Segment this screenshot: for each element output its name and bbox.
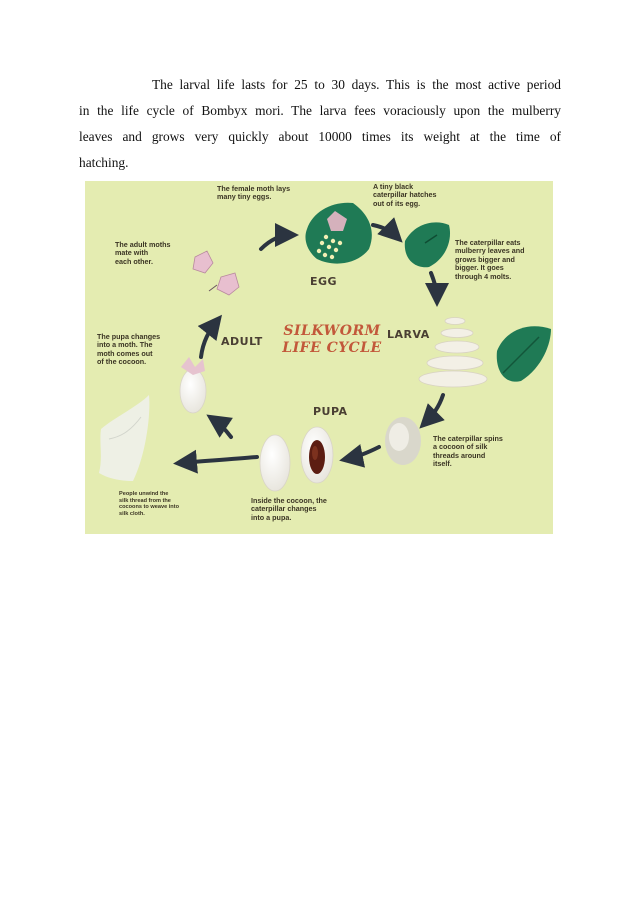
arrow-adult-to-moths: [201, 321, 217, 357]
stage-label-larva: LARVA: [387, 328, 430, 341]
arrow-adult-to-egg: [261, 235, 291, 249]
caption-tiny-caterpillar: A tiny black caterpillar hatches out of its egg.: [373, 182, 437, 208]
arrow-larva-grow: [431, 273, 437, 299]
silkworm-life-cycle-figure: [85, 181, 553, 534]
caption-people-unwind: People unwind the silk thread from the cocoons to weave into silk cloth.: [119, 491, 179, 517]
silk-cloth-icon: [99, 395, 149, 481]
caption-spins-cocoon: The caterpillar spins a cocoon of silk threads around itself.: [433, 434, 503, 469]
arrow-larva-to-cocoon: [425, 395, 443, 423]
egg-leaf-icon: [305, 203, 371, 264]
figure-title-line-1: SILKWORM: [283, 323, 381, 339]
adult-cocoon-icon: [180, 357, 206, 413]
stage-label-egg: EGG: [310, 275, 338, 288]
body-paragraph: [79, 72, 561, 176]
caption-adult-mate: The adult moths mate with each other.: [115, 240, 171, 266]
moths-icon: [193, 251, 239, 295]
figure-title-line-2: LIFE CYCLE: [282, 340, 382, 356]
figure-title: [277, 323, 387, 357]
paragraph-line-3: leaves and grows very quickly about 10000 times its weight at the time of: [79, 129, 561, 144]
larva-leaf-icon: [405, 222, 450, 267]
caption-moth-lays: The female moth lays many tiny eggs.: [217, 184, 291, 202]
stage-label-adult: ADULT: [221, 335, 263, 348]
arrow-pupa-to-cloth: [181, 457, 257, 463]
spinning-cocoon-icon: [385, 417, 421, 465]
arrow-egg-to-larva: [373, 225, 397, 237]
paragraph-line-4: hatching.: [79, 155, 129, 170]
paragraph-line-1: The larval life lasts for 25 to 30 days. This is the most active period: [152, 77, 561, 92]
arrow-cocoon-to-pupa: [347, 447, 379, 459]
caption-pupa-changes: The pupa changes into a moth. The moth comes out of the cocoon.: [97, 332, 161, 367]
stage-label-pupa: PUPA: [313, 405, 348, 418]
caption-inside-cocoon: Inside the cocoon, the caterpillar changes into a pupa.: [251, 496, 327, 522]
caption-caterpillar-eats: The caterpillar eats mulberry leaves and grows bigger and bigger. It goes through 4 molts.: [455, 238, 525, 281]
pupa-cocoon-icon: [260, 427, 333, 491]
arrow-pupa-to-adult: [213, 419, 231, 437]
mulberry-leaf-icon: [497, 326, 551, 381]
paragraph-line-2: in the life cycle of Bombyx mori. The larva fees voraciously upon the mulberry: [79, 103, 561, 118]
